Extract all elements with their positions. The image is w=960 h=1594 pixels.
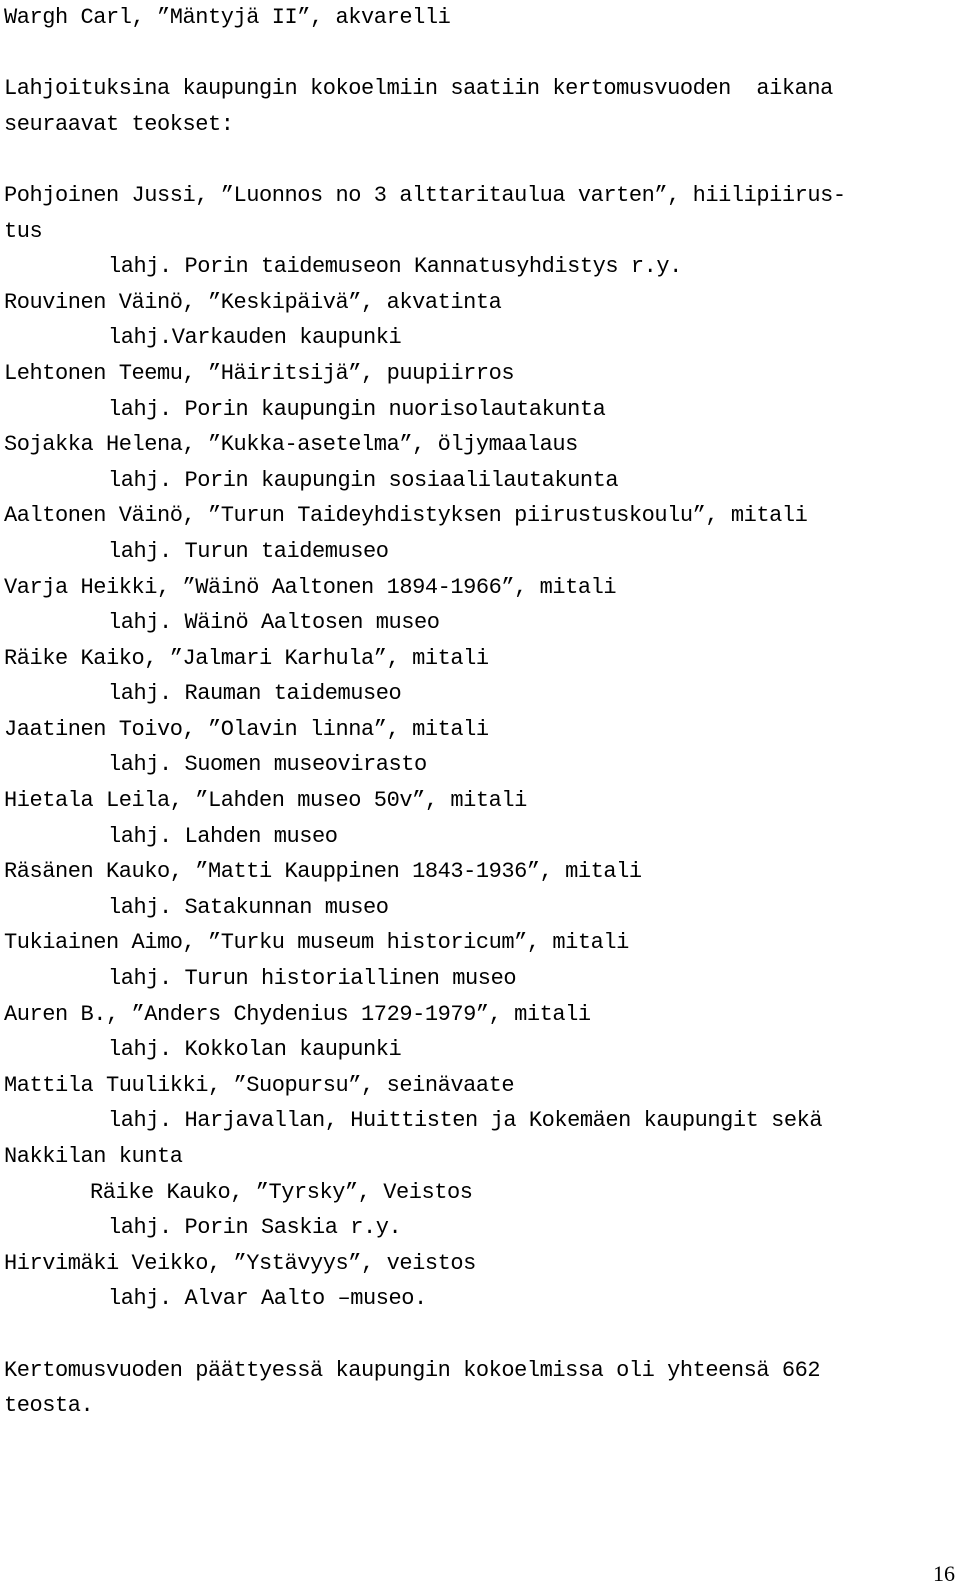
artwork-line: Sojakka Helena, ”Kukka-asetelma”, öljymaalaus	[4, 432, 578, 458]
artwork-line: Räike Kaiko, ”Jalmari Karhula”, mitali	[4, 645, 489, 671]
page-number: 16	[933, 1561, 955, 1586]
document-page	[4, 0, 954, 1424]
artwork-line: Auren B., ”Anders Chydenius 1729-1979”, mitali	[4, 1001, 591, 1027]
artwork-line: Jaatinen Toivo, ”Olavin linna”, mitali	[4, 716, 489, 742]
text-line: Pohjoinen Jussi, ”Luonnos no 3 alttaritaulua varten”, hiilipiirus-	[4, 182, 846, 208]
donor-line: lahj. Kokkolan kaupunki	[108, 1037, 402, 1063]
blank-line	[4, 36, 954, 72]
donor-line: lahj. Porin taidemuseon Kannatusyhdistys r.y.	[108, 254, 682, 280]
blank-line	[4, 1317, 954, 1353]
artwork-line: Rouvinen Väinö, ”Keskipäivä”, akvatinta	[4, 289, 502, 315]
artwork-line: Lehtonen Teemu, ”Häiritsijä”, puupiirros	[4, 360, 515, 386]
donor-line: lahj. Porin kaupungin sosiaalilautakunta	[108, 467, 619, 493]
blank-line	[4, 142, 954, 178]
text-line: Wargh Carl, ”Mäntyjä II”, akvarelli	[4, 5, 451, 30]
donor-line: lahj. Turun historiallinen museo	[108, 966, 517, 992]
artwork-line: Tukiainen Aimo, ”Turku museum historicum”, mitali	[4, 930, 629, 956]
artwork-line: Varja Heikki, ”Wäinö Aaltonen 1894-1966”, mitali	[4, 574, 617, 600]
donor-line: lahj. Alvar Aalto –museo.	[108, 1286, 427, 1312]
artwork-line: Hietala Leila, ”Lahden museo 50v”, mitali	[4, 788, 527, 814]
artwork-line: Hirvimäki Veikko, ”Ystävyys”, veistos	[4, 1250, 476, 1276]
text-line: Nakkilan kunta	[4, 1144, 183, 1169]
donor-line: lahj. Lahden museo	[108, 823, 338, 849]
donor-line: lahj. Wäinö Aaltosen museo	[108, 610, 440, 636]
artwork-line: Räike Kauko, ”Tyrsky”, Veistos	[90, 1179, 473, 1205]
artwork-line: Mattila Tuulikki, ”Suopursu”, seinävaate	[4, 1072, 515, 1098]
donor-line: lahj. Satakunnan museo	[108, 894, 389, 920]
donor-line: lahj.Varkauden kaupunki	[108, 325, 402, 351]
donor-line: lahj. Porin Saskia r.y.	[108, 1215, 402, 1241]
donor-line: lahj. Porin kaupungin nuorisolautakunta	[108, 396, 606, 422]
artwork-line: Aaltonen Väinö, ”Turun Taideyhdistyksen piirustuskoulu”, mitali	[4, 503, 808, 529]
summary-line: teosta.	[4, 1393, 94, 1419]
text-line: Lahjoituksina kaupungin kokoelmiin saatiin kertomusvuoden aikana	[4, 76, 833, 102]
donor-line: lahj. Harjavallan, Huittisten ja Kokemäen kaupungit sekä	[108, 1108, 823, 1134]
artwork-line: Räsänen Kauko, ”Matti Kauppinen 1843-1936”, mitali	[4, 859, 642, 885]
donor-line: lahj. Suomen museovirasto	[108, 752, 427, 778]
summary-line: Kertomusvuoden päättyessä kaupungin kokoelmissa oli yhteensä 662	[4, 1357, 821, 1383]
donor-line: lahj. Turun taidemuseo	[108, 538, 389, 564]
text-line: tus	[4, 218, 43, 244]
text-line: seuraavat teokset:	[4, 111, 234, 137]
donor-line: lahj. Rauman taidemuseo	[108, 681, 402, 707]
